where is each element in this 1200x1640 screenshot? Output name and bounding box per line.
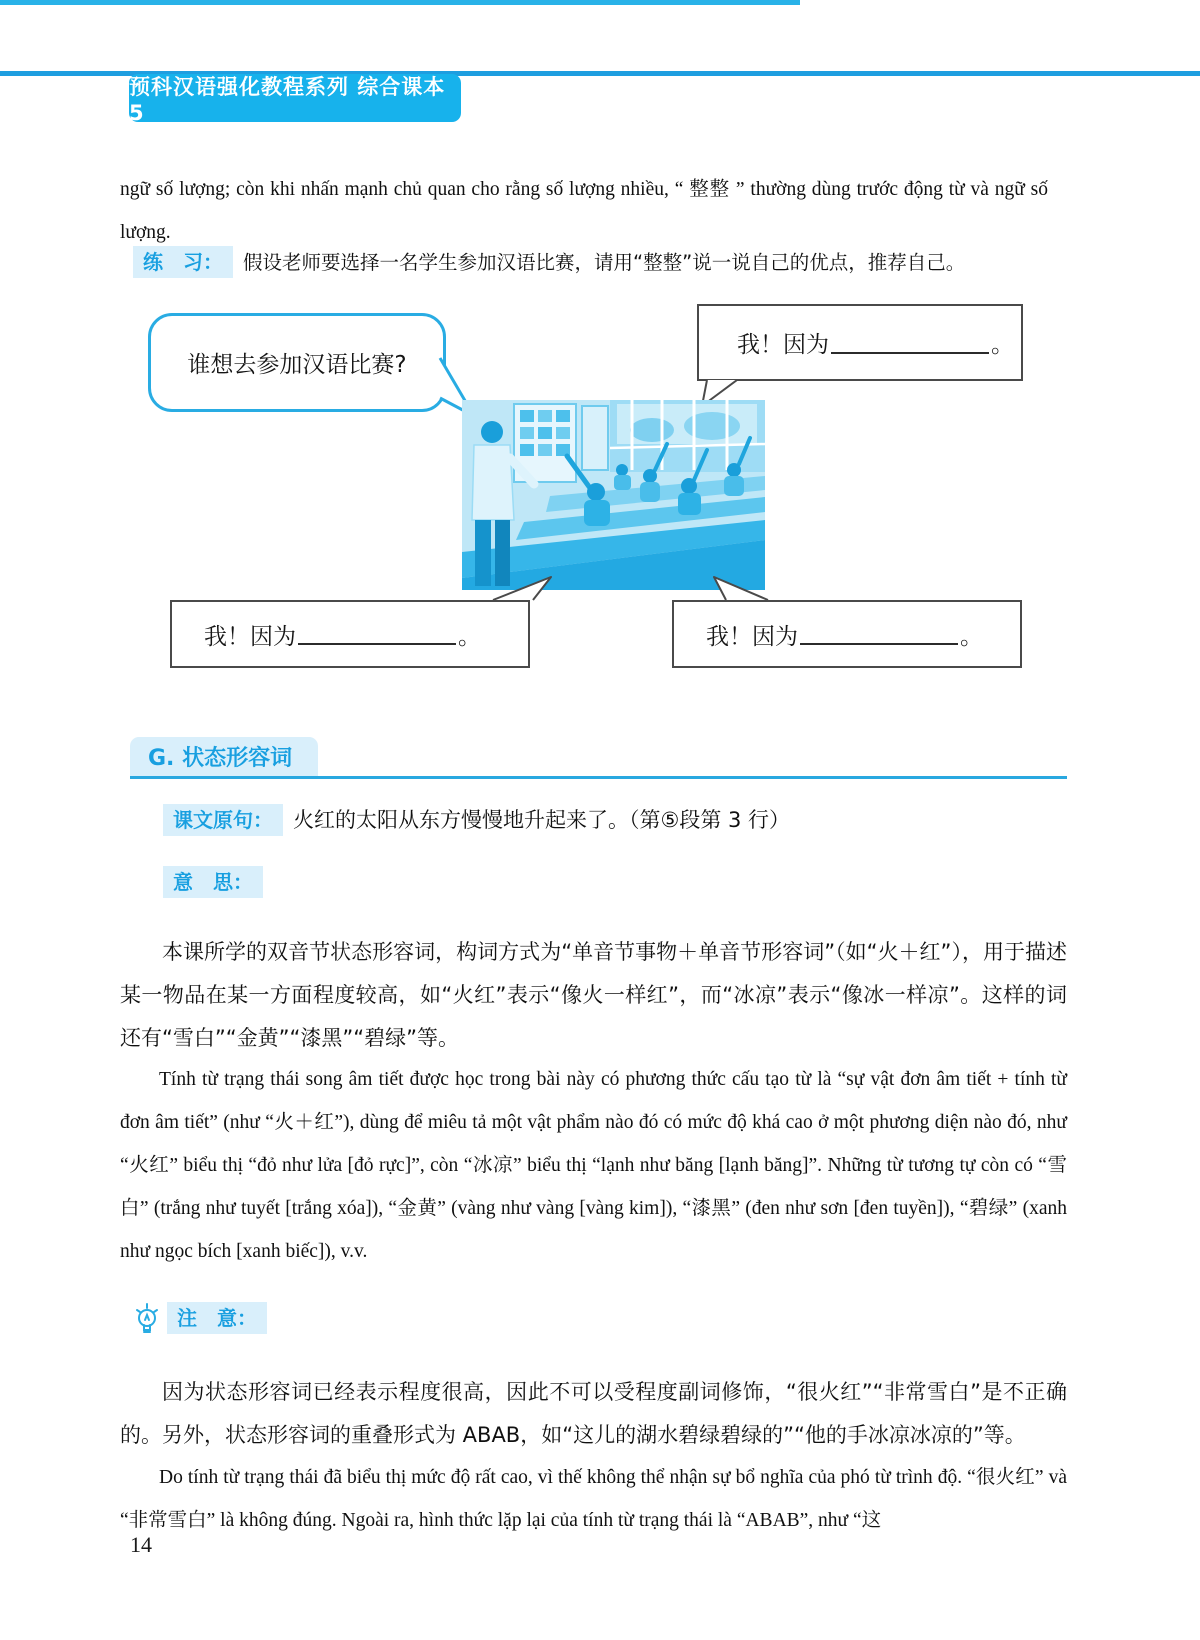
note-paragraph-vi: Do tính từ trạng thái đã biểu thị mức độ rất cao, vì thế không thể nhận sự bổ nghĩa của phó từ trình độ. “很火红” và “非常雪白” là không đúng. Ngoài ra, hình thức lặp lại của tính từ trạng thái là “ABAB”, như “这 [120,1466,1067,1531]
answer-bubble-1 [697,304,1023,381]
exercise-row [133,241,1093,284]
question-text: 谁想去参加汉语比赛? [187,352,407,378]
meaning-label-row [163,866,263,898]
meaning-paragraph-vi: Tính từ trạng thái song âm tiết được học trong bài này có phương thức cấu tạo từ là “sự vật đơn âm tiết + tính từ đơn âm tiết” (như “火＋红”), dùng để miêu tả một vật phẩm nào đó có mức độ khá cao ở một phương diện nào đó, như “火红” biểu thị “đỏ như lửa [đỏ rực]”, còn “冰凉” biểu thị “lạnh như băng [lạnh băng]”. Những từ tương tự còn có “雪白” (trắng như tuyết [trắng xóa]), “金黄” (vàng như vàng [vàng kim]), “漆黑” (đen như sơn [đen tuyền]), “碧绿” (xanh như ngọc bích [xanh biếc]), v.v. [120,1068,1067,1262]
book-series-title: 预科汉语强化教程系列 综合课本 5 [129,75,446,125]
meaning-paragraph-zh: 本课所学的双音节状态形容词，构词方式为“单音节事物＋单音节形容词”（如“火＋红”），用于描述某一物品在某一方面程度较高，如“火红”表示“像火一样红”，而“冰凉”表示“像冰一样凉”。这样的词还有“雪白”“金黄”“漆黑”“碧绿”等。 [120,940,1067,1050]
bulletin-boards [514,404,608,482]
answer-period: 。 [960,623,983,650]
lightbulb-icon [133,1298,161,1338]
answer-prefix: 我！因为 [706,623,798,650]
note-label: 注 意： [167,1302,267,1334]
answer-period: 。 [458,623,481,650]
source-sentence: 火红的太阳从东方慢慢地升起来了。（第⑤段第 3 行） [293,808,791,832]
answer-bubble-2 [170,600,530,668]
answer-prefix: 我！因为 [737,332,829,358]
section-g-rule [130,776,1067,779]
page-top-strip [0,0,800,5]
answer-bubble-2-tail [485,572,555,602]
exercise-prompt: 假设老师要选择一名学生参加汉语比赛，请用“整整”说一说自己的优点，推荐自己。 [243,251,966,274]
question-speech-bubble [148,313,446,412]
page-number: 14 [130,1532,152,1557]
exercise-label: 练 习： [133,246,233,278]
classroom-photo [462,400,765,590]
answer-blank-line [800,623,958,645]
source-sentence-row [163,804,1083,836]
source-label: 课文原句： [163,804,283,836]
answer-period: 。 [991,332,1014,358]
section-g-tab [130,737,318,776]
answer-prefix: 我！因为 [204,623,296,650]
answer-bubble-3 [672,600,1022,668]
book-series-tab [129,74,461,125]
note-label-row [133,1298,267,1338]
meaning-label: 意 思： [163,866,263,898]
note-paragraph-zh: 因为状态形容词已经表示程度很高，因此不可以受程度副词修饰，“很火红”“非常雪白”是不正确的。另外，状态形容词的重叠形式为 ABAB，如“这儿的湖水碧绿碧绿的”“他的手冰凉冰凉的”等。 [120,1380,1067,1447]
answer-bubble-3-tail [708,572,778,602]
answer-blank-line [298,623,456,645]
section-g-title: G. 状态形容词 [148,746,293,771]
answer-blank-line [831,332,989,354]
intro-paragraph: ngữ số lượng; còn khi nhấn mạnh chủ quan cho rằng số lượng nhiều, “ 整整 ” thường dùng trước động từ và ngữ số lượng. [120,178,1048,243]
